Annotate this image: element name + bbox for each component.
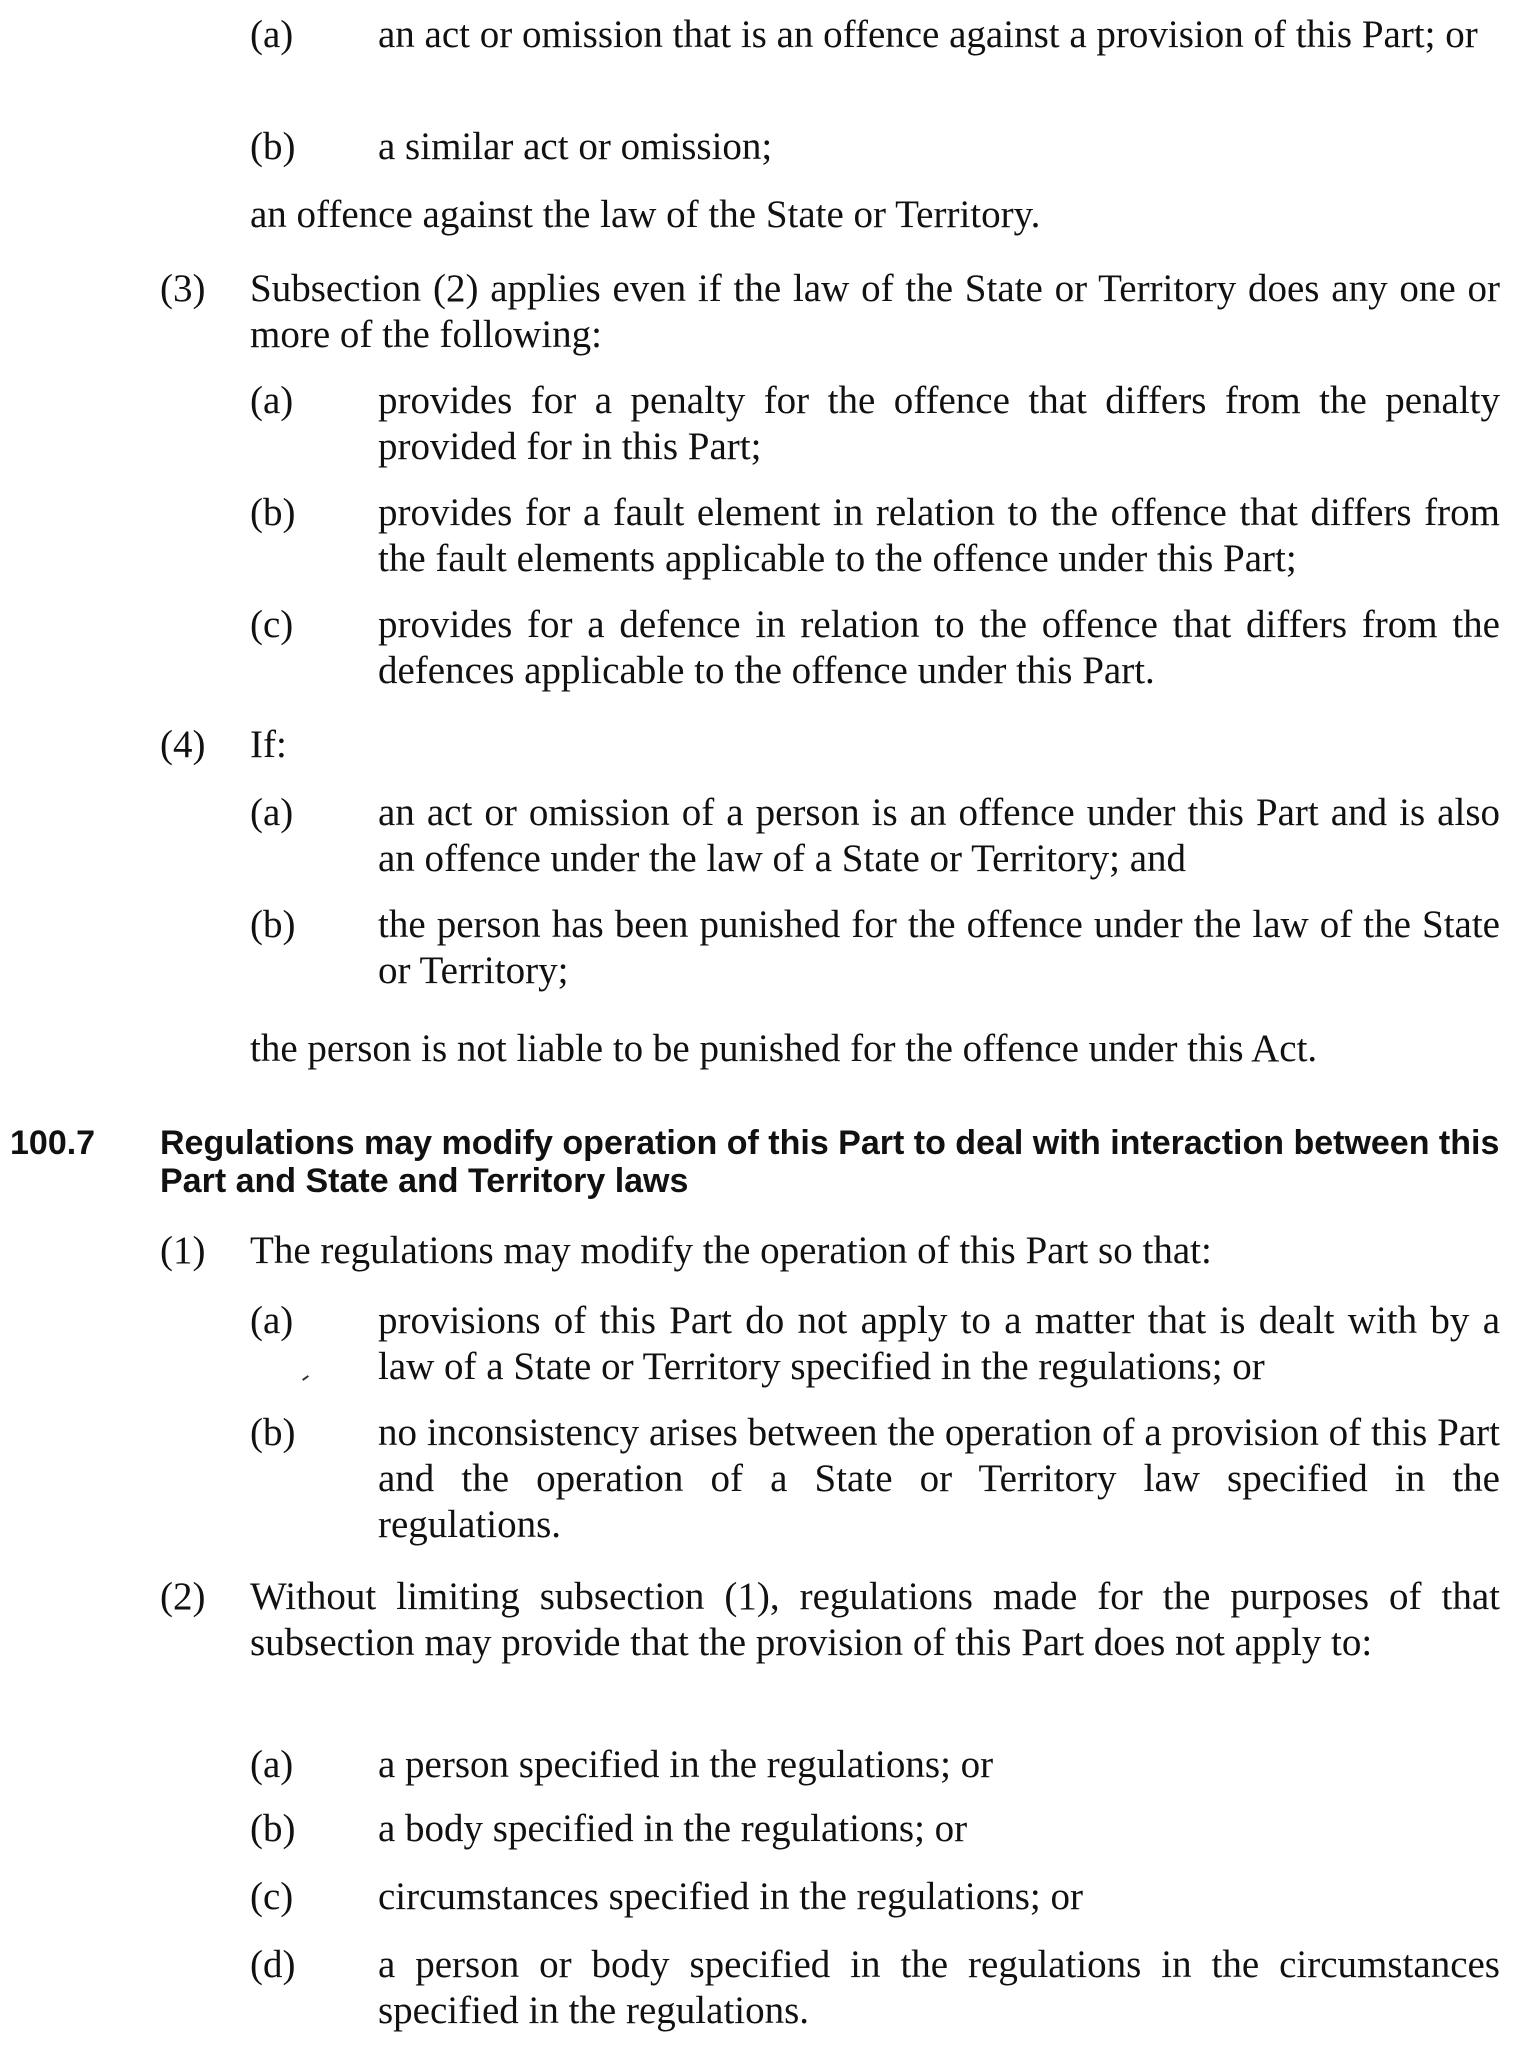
section-title: Regulations may modify operation of this Part to deal with interaction between this Part and State and Territory laws: [160, 1124, 1500, 1200]
subsection-label: (3): [160, 267, 206, 310]
item-text: an act or omission that is an offence against a provision of this Part; or: [378, 13, 1478, 56]
clause-tail-text: the person is not liable to be punished for the offence under this Act.: [250, 1027, 1318, 1070]
item-label: (a): [250, 1743, 294, 1786]
item-text: provisions of this Part do not apply to a matter that is dealt with by a law of a State or Territory specified in the regulations; or: [378, 1299, 1500, 1388]
item-label: (a): [250, 379, 294, 422]
subsection-label: (1): [160, 1229, 206, 1272]
item-label: (b): [250, 1411, 296, 1454]
item-text: the person has been punished for the offence under the law of the State or Territory;: [378, 903, 1500, 992]
section-number: 100.7: [10, 1124, 96, 1162]
item-label: (a): [250, 1299, 294, 1342]
item-label: (b): [250, 491, 296, 534]
subsection-text: If:: [250, 723, 287, 766]
item-label: (c): [250, 603, 294, 646]
item-text: a person or body specified in the regulations in the circumstances specified in the regulations.: [378, 1943, 1500, 2032]
item-text: provides for a penalty for the offence that differs from the penalty provided for in this Part;: [378, 379, 1500, 468]
item-text: circumstances specified in the regulations; or: [378, 1875, 1084, 1918]
item-text: provides for a defence in relation to the offence that differs from the defences applicable to the offence under this Part.: [378, 603, 1500, 692]
clause-tail-text: an offence against the law of the State or Territory.: [250, 193, 1041, 236]
item-text: no inconsistency arises between the operation of a provision of this Part and the operation of a State or Territory law specified in the regulations.: [378, 1411, 1500, 1546]
item-text: a body specified in the regulations; or: [378, 1807, 968, 1850]
item-label: (b): [250, 125, 296, 168]
item-label: (b): [250, 1807, 296, 1850]
subsection-text: Without limiting subsection (1), regulations made for the purposes of that subsection may provide that the provision of this Part does not apply to:: [250, 1575, 1500, 1664]
item-label: (c): [250, 1875, 294, 1918]
item-label: (d): [250, 1943, 296, 1986]
subsection-text: Subsection (2) applies even if the law of the State or Territory does any one or more of the following:: [250, 267, 1500, 356]
item-label: (b): [250, 903, 296, 946]
item-text: a person specified in the regulations; or: [378, 1743, 994, 1786]
subsection-label: (2): [160, 1575, 206, 1618]
item-label: (a): [250, 13, 294, 56]
subsection-label: (4): [160, 723, 206, 766]
item-text: provides for a fault element in relation to the offence that differs from the fault elements applicable to the offence under this Part;: [378, 491, 1500, 580]
stray-mark: [302, 1375, 309, 1381]
item-text: an act or omission of a person is an offence under this Part and is also an offence under the law of a State or Territory; and: [378, 791, 1500, 880]
item-label: (a): [250, 791, 294, 834]
subsection-text: The regulations may modify the operation of this Part so that:: [250, 1229, 1212, 1272]
item-text: a similar act or omission;: [378, 125, 773, 168]
